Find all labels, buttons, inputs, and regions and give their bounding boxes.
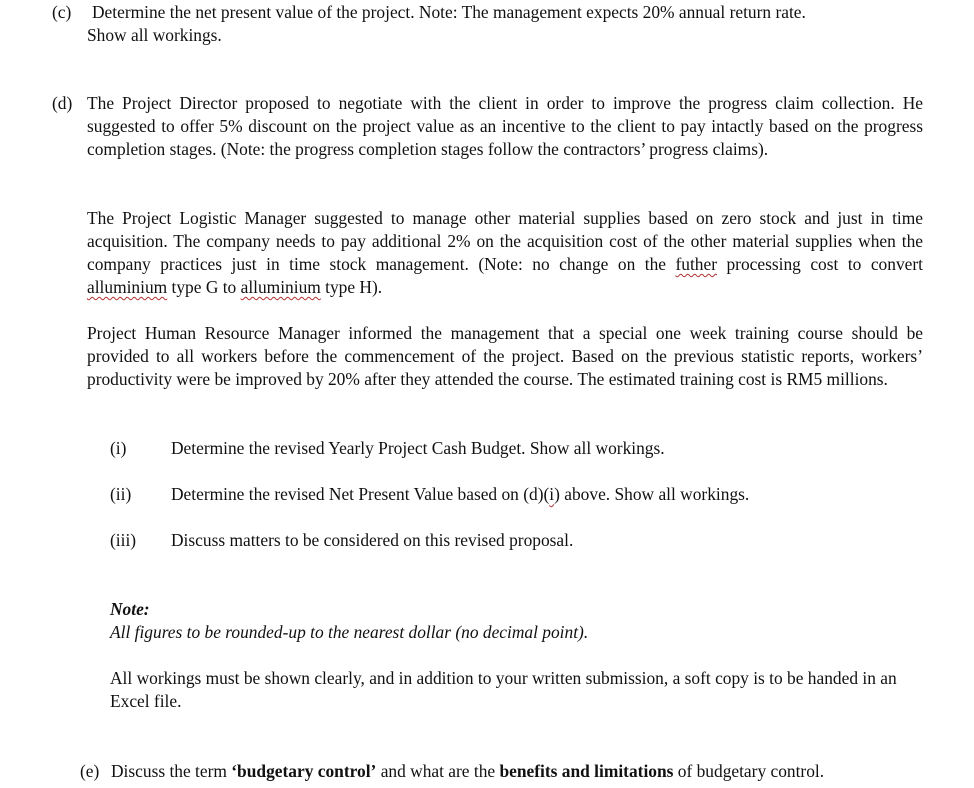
part-e-bold-term: ‘budgetary control’	[231, 761, 377, 781]
part-e-text-3: of budgetary control.	[673, 761, 825, 781]
part-d-paragraph-1: The Project Director proposed to negotiate with the client in order to improve the progress claim collection. He suggested to offer 5% discount on the project value as an incentive to the client to pay intactly based on the progress completion stages. (Note: the progress completion stages follow the contractors’ progress claims).	[87, 93, 923, 159]
part-e-label: (e)	[80, 761, 100, 781]
sub-item-ii-text-after: ) above. Show all workings.	[554, 484, 750, 504]
note-text: All figures to be rounded-up to the nearest dollar (no decimal point).	[110, 622, 589, 642]
para2-text-1: The Project Logistic Manager suggested to manage other material supplies based on zero stock and just in time acquisition. The company needs to pay additional 2% on the acquisition cost of the other material supplies when the company practices just in time stock management. (Note: no change on the	[87, 208, 923, 274]
sub-item-ii-text-before: Determine the revised Net Present Value based on (d)(	[171, 484, 550, 504]
sub-item-i-text: Determine the revised Yearly Project Cash Budget. Show all workings.	[171, 438, 665, 458]
note-title: Note:	[110, 599, 150, 619]
part-c-line2: Show all workings.	[87, 25, 222, 45]
sub-item-iii-label: (iii)	[110, 530, 137, 550]
sub-item-ii-label: (ii)	[110, 484, 132, 504]
part-e-text-2: and what are the	[376, 761, 500, 781]
part-c-line1: Determine the net present value of the project. Note: The management expects 20% annual return rate.	[92, 2, 806, 22]
part-e-text	[111, 760, 824, 783]
note-workings: All workings must be shown clearly, and in addition to your written submission, a soft copy is to be handed in an Excel file.	[110, 668, 897, 711]
misspelled-word-alluminium-1: alluminium	[87, 277, 168, 297]
part-d-paragraph-2	[87, 207, 923, 299]
part-c	[0, 0, 974, 50]
sub-item-i-label: (i)	[110, 438, 127, 458]
para2-text-4: type H).	[320, 277, 383, 297]
misspelled-word-alluminium-2: alluminium	[240, 277, 321, 297]
misspelled-word-futher: futher	[675, 254, 717, 274]
sub-item-ii-text	[171, 483, 749, 506]
part-e-bold-benefits: benefits and limitations	[499, 761, 674, 781]
part-c-label: (c)	[52, 2, 72, 22]
part-d-label: (d)	[52, 93, 73, 113]
sub-item-iii-text: Discuss matters to be considered on this revised proposal.	[171, 530, 574, 550]
para2-text-3: type G to	[167, 277, 241, 297]
part-d-paragraph-3: Project Human Resource Manager informed the management that a special one week training course should be provided to all workers before the commencement of the project. Based on the previous statistic reports, workers’ productivity were be improved by 20% after they attended the course. The estimated training cost is RM5 millions.	[87, 323, 923, 389]
part-e-text-1: Discuss the term	[111, 761, 232, 781]
para2-text-2: processing cost to convert	[717, 254, 923, 274]
sub-item-ii-marked-letter: i	[549, 484, 555, 504]
